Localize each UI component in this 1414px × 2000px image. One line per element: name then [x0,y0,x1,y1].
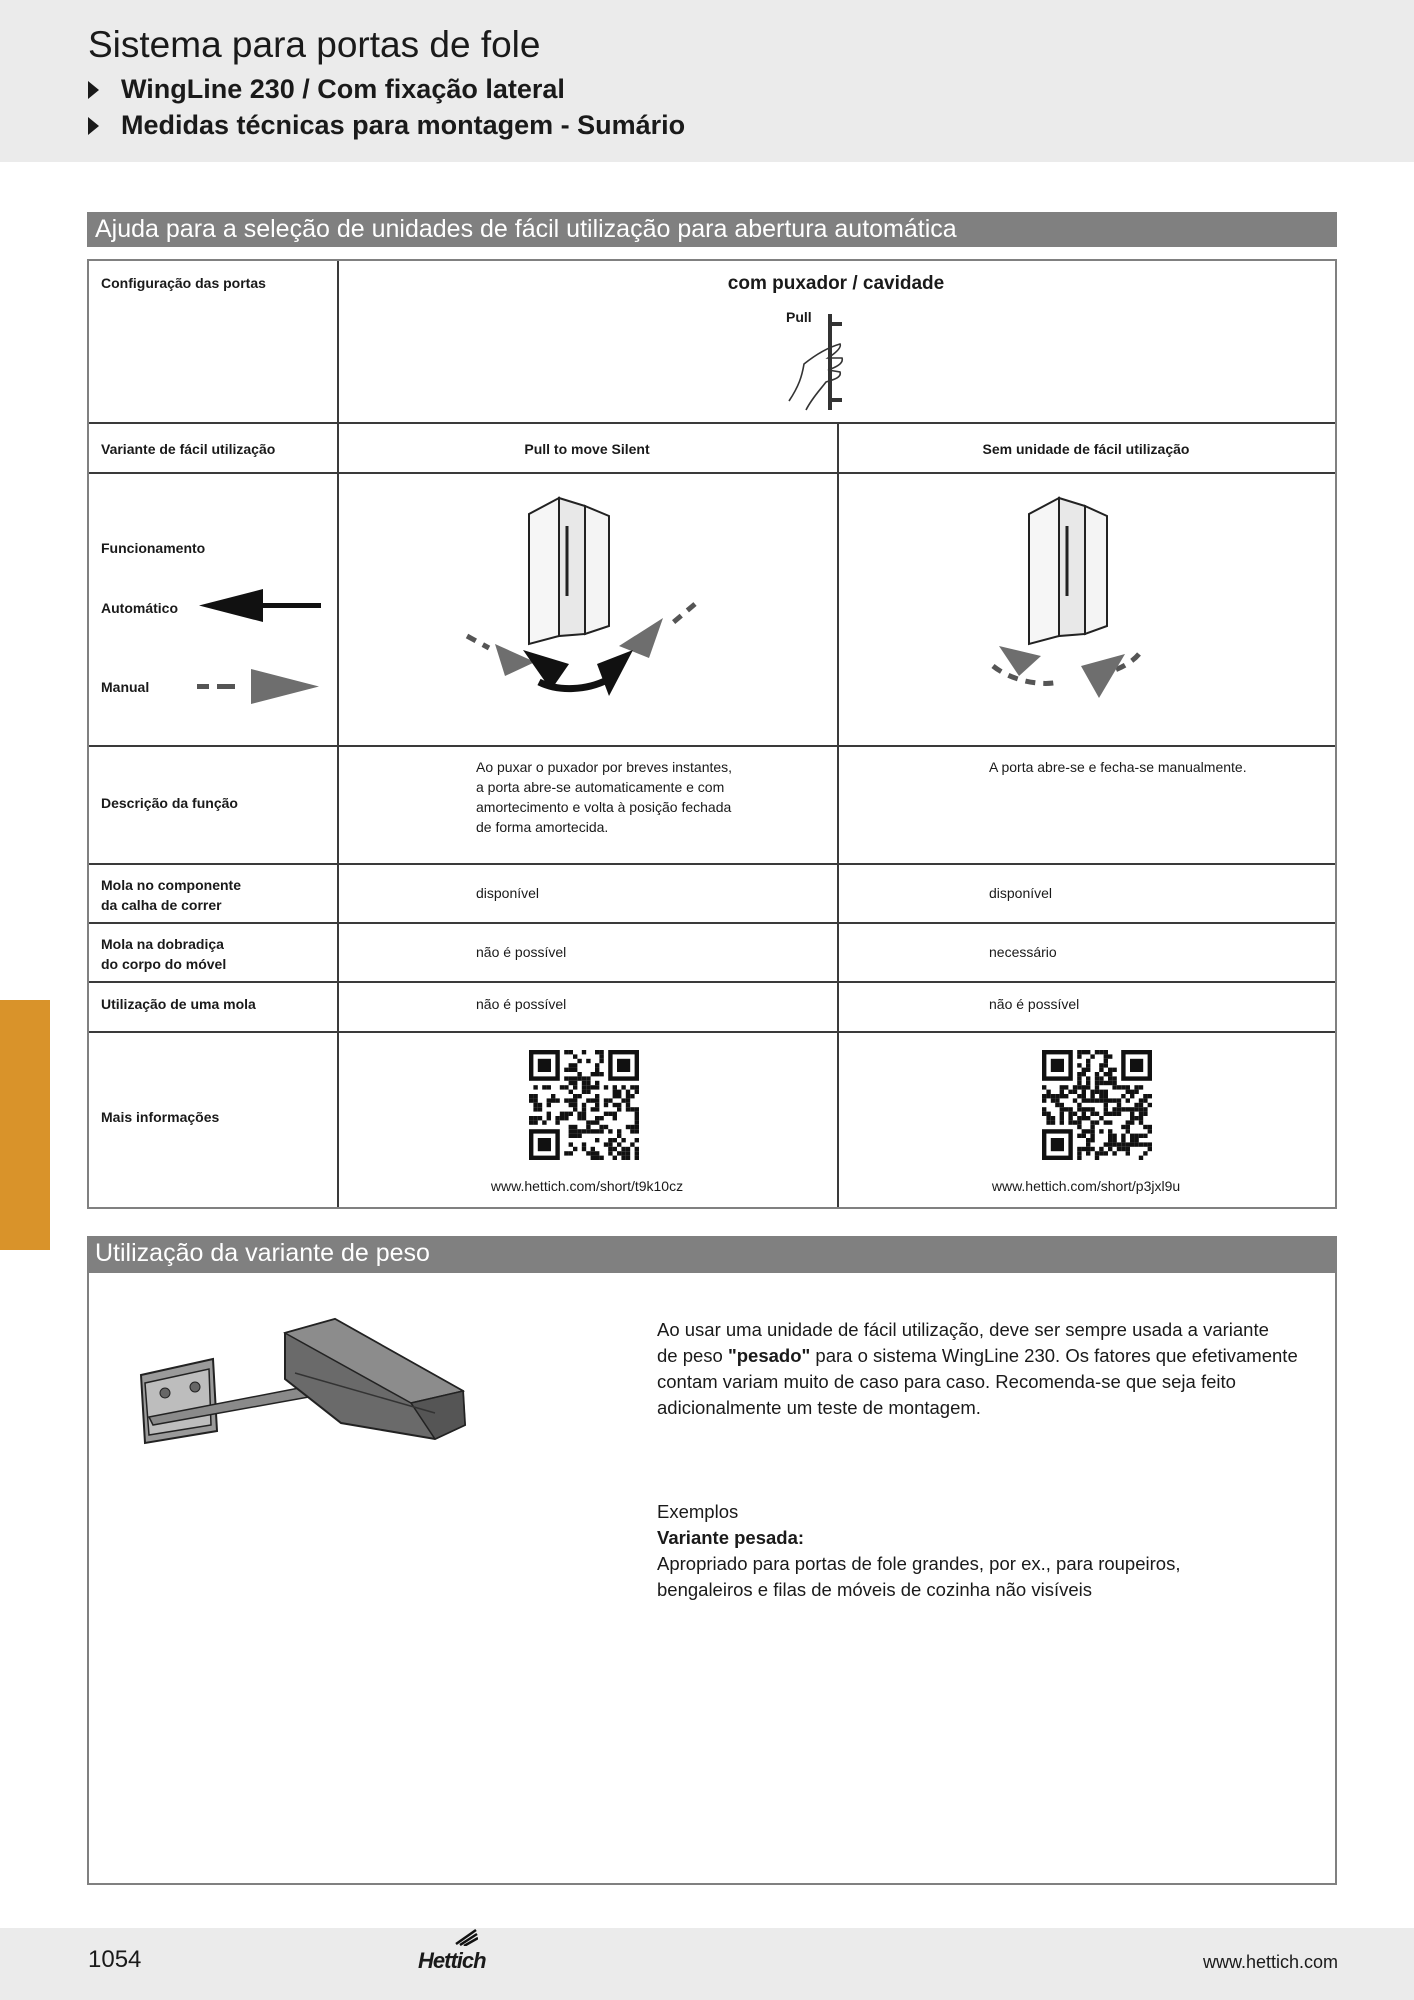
link-col2[interactable]: www.hettich.com/short/p3jxl9u [991,1178,1181,1194]
hand-pull-icon [784,306,854,418]
mola-calha-label-line: Mola no componente [101,877,241,893]
uma-mola-col2: não é possível [989,996,1080,1012]
subtitle-product [88,74,565,105]
mola-calha-col2: disponível [989,885,1053,901]
config-label: Configuração das portas [101,275,266,291]
descricao-label: Descrição da função [101,795,238,811]
examples-block [657,1499,1317,1603]
col2-header: Sem unidade de fácil utilização [982,441,1190,457]
paragraph-line: Ao usar uma unidade de fácil utilização, deve ser sempre usada a variante [657,1319,1269,1340]
mola-dobradica-label-line: Mola na dobradiça [101,936,224,952]
descricao-line: amortecimento e volta à posição fechada [476,799,732,815]
col-divider [337,261,339,1207]
arrow-automatic-icon [199,587,323,627]
row-divider [89,863,1335,865]
mola-dobradica-col2: necessário [989,944,1057,960]
paragraph-line [657,1343,1317,1369]
pull-label: Pull [786,309,812,325]
descricao-col2: A porta abre-se e fecha-se manualmente. [989,759,1247,775]
subtitle-measures [88,110,685,141]
paragraph-text: para o sistema WingLine 230. Os fatores que efetivamente [810,1345,1298,1366]
door-automatic-illustration [459,486,709,706]
hettich-logo [418,1938,486,1973]
brand-text: Hettich [418,1948,486,1973]
logo-stripes-icon [454,1928,478,1946]
row-divider [89,981,1335,983]
page-header [0,0,1414,162]
arrow-manual-icon [195,667,323,707]
config-value: com puxador / cavidade [727,273,945,294]
subtitle-product-text: WingLine 230 / Com fixação lateral [121,74,565,104]
variant-heavy-label: Variante pesada: [657,1527,805,1548]
descricao-line: Ao puxar o puxador por breves instantes, [476,759,733,775]
page-title: Sistema para portas de fole [88,24,541,65]
subtitle-measures-text: Medidas técnicas para montagem - Sumário [121,110,686,140]
variant-label: Variante de fácil utilização [101,441,276,457]
selection-table [87,259,1337,1209]
descricao-col1 [476,757,732,837]
easy-unit-illustration [135,1313,495,1463]
page-footer [0,1928,1414,2000]
examples-label: Exemplos [657,1501,739,1522]
paragraph-text: de peso [657,1345,728,1366]
footer-url[interactable]: www.hettich.com [1202,1952,1338,1972]
row-divider [89,1031,1335,1033]
paragraph-emphasis: "pesado" [727,1345,811,1366]
manual-label: Manual [101,679,150,695]
triangle-right-icon [88,117,99,135]
row-divider [89,922,1335,924]
mola-calha-label [101,875,241,915]
mola-dobradica-label-line: do corpo do móvel [101,956,227,972]
descricao-line: de forma amortecida. [476,819,609,835]
variant-heavy-line: bengaleiros e filas de móveis de cozinha não visíveis [657,1579,1092,1600]
triangle-right-icon [88,81,99,99]
door-manual-illustration [949,486,1199,706]
automatico-label: Automático [101,600,178,616]
weight-paragraph [657,1317,1317,1421]
mola-dobradica-col1: não é possível [476,944,567,960]
qr-code-icon[interactable] [529,1050,639,1160]
row-divider [89,745,1335,747]
row-divider [89,472,1335,474]
uma-mola-col1: não é possível [476,996,567,1012]
funcionamento-label: Funcionamento [101,540,206,556]
paragraph-line: adicionalmente um teste de montagem. [657,1397,981,1418]
descricao-line: a porta abre-se automaticamente e com [476,779,725,795]
col-divider [837,422,839,1207]
paragraph-line: contam variam muito de caso para caso. Recomenda-se que seja feito [657,1371,1236,1392]
mola-calha-label-line: da calha de correr [101,897,222,913]
qr-code-icon[interactable] [1042,1050,1152,1160]
mola-dobradica-label [101,934,226,974]
row-divider [89,422,1335,424]
weight-variant-box [87,1271,1337,1885]
mola-calha-col1: disponível [476,885,540,901]
section-title-selection: Ajuda para a seleção de unidades de fácil utilização para abertura automática [87,212,1337,247]
page-number: 1054 [88,1946,142,1973]
mais-info-label: Mais informações [101,1109,220,1125]
variant-heavy-line: Apropriado para portas de fole grandes, por ex., para roupeiros, [657,1553,1181,1574]
side-tab [0,1000,50,1250]
uma-mola-label: Utilização de uma mola [101,996,256,1012]
col1-header: Pull to move Silent [524,441,650,457]
link-col1[interactable]: www.hettich.com/short/t9k10cz [490,1178,684,1194]
section-title-weight: Utilização da variante de peso [87,1236,1337,1271]
